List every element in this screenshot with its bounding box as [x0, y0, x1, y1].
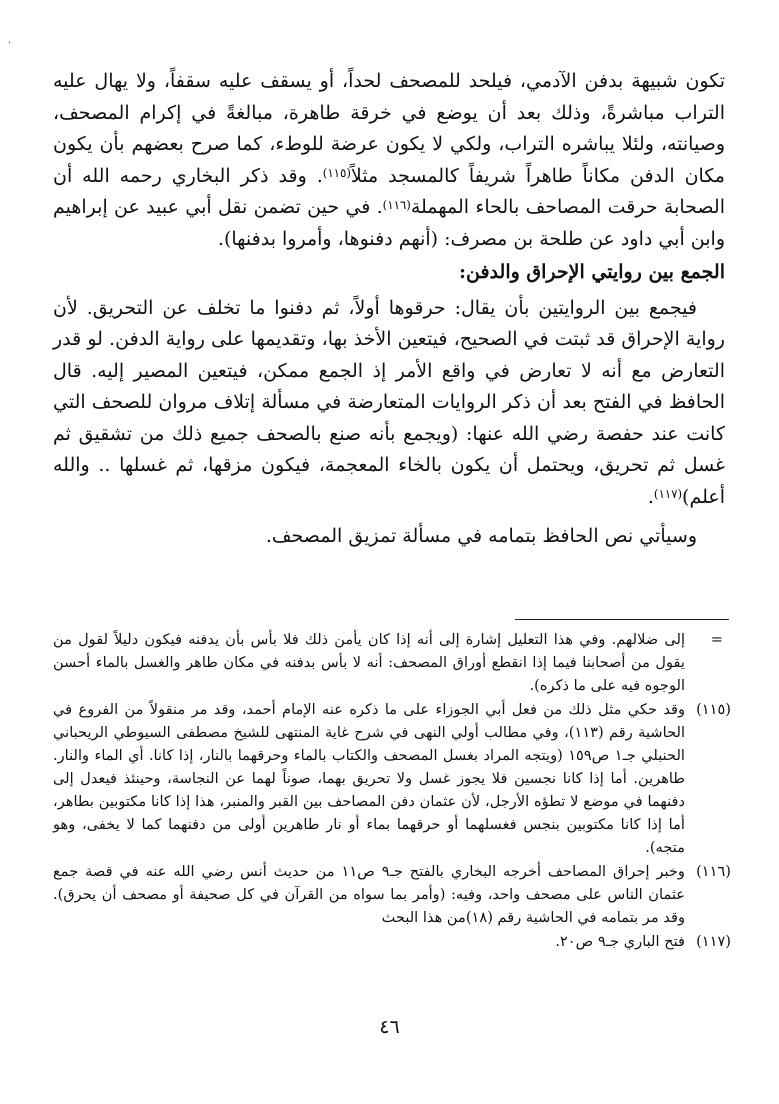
- footnote-continuation: [53, 628, 731, 697]
- footnote-ref-116[interactable]: (١١٦): [382, 197, 411, 212]
- paragraph-3: وسيأتي نص الحافظ بتمامه في مسألة تمزيق المصحف.: [265, 525, 697, 547]
- footnote-116: [53, 860, 731, 929]
- footnote-number: (١١٧): [696, 933, 731, 950]
- footnote-separator: [515, 619, 729, 620]
- paragraph-2-end: .: [647, 485, 654, 508]
- footnote-115: [53, 698, 731, 859]
- page-number: ٤٦: [379, 1016, 400, 1038]
- footnote-ref-115[interactable]: (١١٥): [322, 166, 351, 181]
- footnote-text: فتح الباري جـ٩ ص٢٠.: [555, 933, 685, 950]
- footnote-text: وخبر إحراق المصاحف أخرجه البخاري بالفتح جـ٩ ص١١ من حديث أنس رضي الله عنه في قصة جمع عثمان الناس على مصحف واحد، وفيه: (وأمر بما سواه من القرآن في كل صحيفة أو مصحف أن يحرق). وقد مر بتمامه في الحاشية رقم (١٨)من هذا البحث: [53, 863, 685, 926]
- footnote-number: (١١٥): [696, 701, 731, 718]
- footnote-number: =: [710, 631, 723, 648]
- paragraph-1: [53, 66, 725, 255]
- footnotes: [53, 628, 731, 954]
- paragraph-2-text: فيجمع بين الروايتين بأن يقال: حرقوها أولاً، ثم دفنوا ما تخلف عن التحريق. لأن رواية الإحراق قد ثبتت في الصحيح، فيتعين الأخذ بها، وتقديمها على رواية الدفن. لو قدر التعارض مع أنه لا تعارض في واقع الأمر إذ الجمع ممكن، فيتعين المصير إليه. قال الحافظ في الفتح بعد أن ذكر الروايات المتعارضة في مسألة إتلاف مروان للصحف التي كانت عند حفصة رضي الله عنها: (ويجمع بأنه صنع بالصحف جميع ذلك من تشقيق ثم غسل ثم تحريق، ويحتمل أن يكون بالخاء المعجمة، فيكون مزقها، ثم غسلها .. والله أعلم): [53, 296, 725, 508]
- footnote-ref-117[interactable]: (١١٧): [653, 487, 683, 502]
- footnote-117: [53, 930, 731, 953]
- section-heading: الجمع بين روايتي الإحراق والدفن:: [459, 261, 725, 283]
- main-text: [53, 66, 725, 553]
- spacer: [53, 513, 725, 521]
- paragraph-2: [53, 293, 725, 514]
- corner-mark: ·: [8, 38, 12, 49]
- footnote-text: إلى ضلالهم. وفي هذا التعليل إشارة إلى أنه إذا كان يأمن ذلك فلا بأس بأن يدفنه فيكون دليلاً لقول من يقول من أصحابنا فيما إذا انقطع أوراق المصحف: أنه لا بأس بدفنه في مكان طاهر والغسل بالماء أحسن الوجوه فيه على ما ذكره).: [53, 631, 685, 694]
- footnote-text: وقد حكي مثل ذلك من فعل أبي الجوزاء على ما ذكره عنه الإمام أحمد، وقد مر منقولاً من الفروع في الحاشية رقم (١١٣)، وفي مطالب أولي النهى في شرح غاية المنتهى للشيخ مصطفى السيوطي الريحباني الحنبلي جـ١ ص١٥٩ (ويتجه المراد بغسل المصحف والكتاب بالماء وحرقهما بالنار، إذا كانا. أي الماء والنار. طاهرين. أما إذا كانا نجسين فلا يجوز غسل ولا تحريق بهما، صوناً لهما عن النجاسة، وحينئذ فيعدل إلى دفنهما في موضع لا تطؤه الأرجل، لأن عثمان دفن المصاحف بين القبر والمنبر، هذا إذا كانا مكتوبين بطاهر، أما إذا كانا مكتوبين بنجس فغسلهما أو حرقهما بماء أو نار طاهرين أولى من دفنهما كما لا يخفى، وهو متجه).: [53, 701, 685, 856]
- paragraph-1-text: تكون شبيهة بدفن الآدمي، فيلحد للمصحف لحداً، أو يسقف عليه سقفاً، ولا يهال عليه التراب مباشرةً، وذلك بعد أن يوضع في خرقة طاهرة، مبالغةً في إكرام المصحف، وصيانته، ولئلا يباشره التراب، ولكي لا يكون عرضة للوطء، كما صرح بعضهم بأن يكون مكان الدفن مكاناً طاهراً شريفاً كالمسجد مثلاً: [53, 70, 725, 187]
- footnote-number: (١١٦): [696, 863, 731, 880]
- paragraph-1-text-b: . وقد ذكر البخاري رحمه الله أن الصحابة حرقت المصاحف بالحاء المهملة: [53, 164, 725, 218]
- paragraph-1-text-c: . في حين تضمن نقل أبي عبيد عن إبراهيم وابن أبي داود عن طلحة بن مصرف: (أنهم دفنوها، وأمروا بدفنها).: [53, 196, 725, 250]
